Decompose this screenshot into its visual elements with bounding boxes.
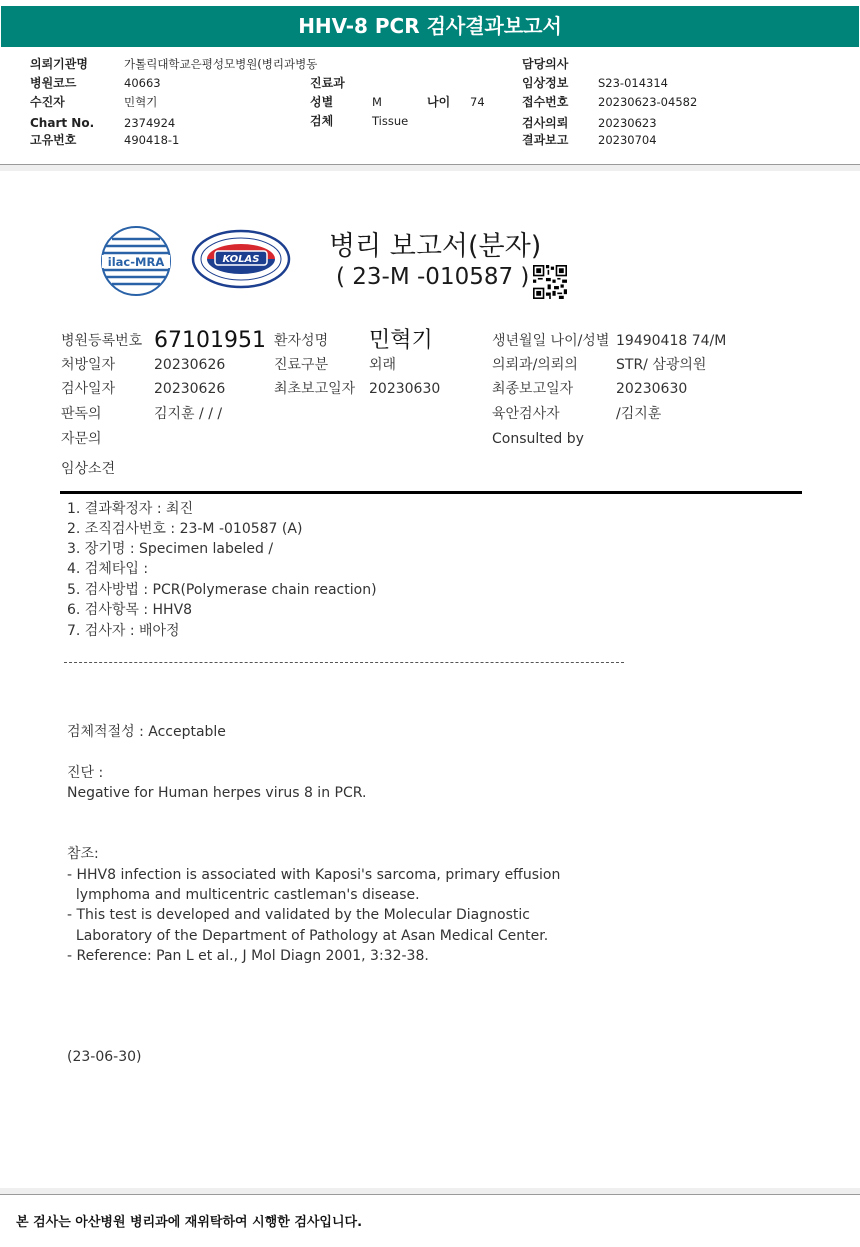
unique-value: 490418-1 bbox=[124, 133, 180, 147]
title-bar bbox=[0, 0, 860, 52]
patient-label: 수진자 bbox=[30, 95, 65, 109]
patient-value: 민혁기 bbox=[124, 95, 158, 109]
dept-label: 진료과 bbox=[310, 76, 345, 90]
institution-value: 가톨릭대학교은평성모병원(병리과병동 bbox=[124, 57, 318, 71]
reg-no-label: 병원등록번호 bbox=[61, 333, 143, 349]
birth-value: 19490418 74/M bbox=[616, 333, 727, 349]
chart-label: Chart No. bbox=[30, 116, 95, 130]
reader-value: 김지훈 / / / bbox=[154, 406, 223, 422]
rx-date-value: 20230626 bbox=[154, 357, 226, 373]
exam-date-value: 20230626 bbox=[154, 381, 226, 397]
clinical-info-label: 임상정보 bbox=[522, 76, 569, 90]
reference-label: 참조: bbox=[67, 846, 99, 862]
ilac-mra-logo bbox=[100, 225, 172, 297]
hospital-code-label: 병원코드 bbox=[30, 76, 77, 90]
item-5: 5. 검사방법 : PCR(Polymerase chain reaction) bbox=[67, 582, 377, 598]
request-label: 검사의뢰 bbox=[522, 116, 569, 130]
specimen-value: Tissue bbox=[372, 114, 409, 128]
referral-value: STR/ 삼광의원 bbox=[616, 357, 707, 373]
hospital-code-value: 40663 bbox=[124, 76, 161, 90]
result-value: 20230704 bbox=[598, 133, 657, 147]
clinical-findings-label: 임상소견 bbox=[61, 461, 116, 477]
item-4: 4. 검체타입 : bbox=[67, 561, 149, 577]
first-report-label: 최초보고일자 bbox=[274, 381, 356, 397]
item-3: 3. 장기명 : Specimen labeled / bbox=[67, 541, 274, 557]
clinical-info-value: S23-014314 bbox=[598, 76, 668, 90]
exam-date-label: 검사일자 bbox=[61, 381, 116, 397]
sex-value: M bbox=[372, 95, 382, 109]
reader-label: 판독의 bbox=[61, 406, 102, 422]
result-label: 결과보고 bbox=[522, 133, 569, 147]
final-report-label: 최종보고일자 bbox=[492, 381, 574, 397]
reference-line-1: - HHV8 infection is associated with Kaposi's sarcoma, primary effusion bbox=[67, 867, 561, 883]
request-value: 20230623 bbox=[598, 116, 657, 130]
age-value: 74 bbox=[470, 95, 485, 109]
patient-name-label: 환자성명 bbox=[274, 333, 329, 349]
kolas-logo bbox=[191, 229, 291, 289]
first-report-value: 20230630 bbox=[369, 381, 441, 397]
referral-label: 의뢰과/의뢰의 bbox=[492, 357, 578, 373]
qr-code-icon bbox=[533, 265, 567, 299]
header-band bbox=[0, 165, 860, 171]
visit-type-value: 외래 bbox=[369, 357, 397, 373]
reference-line-2: lymphoma and multicentric castleman's disease. bbox=[67, 887, 420, 903]
final-report-value: 20230630 bbox=[616, 381, 688, 397]
diagnosis-text: Negative for Human herpes virus 8 in PCR. bbox=[67, 785, 367, 801]
dashed-divider bbox=[64, 662, 624, 663]
receipt-value: 20230623-04582 bbox=[598, 95, 698, 109]
chart-value: 2374924 bbox=[124, 116, 176, 130]
page-title: HHV-8 PCR 검사결과보고서 bbox=[1, 6, 859, 47]
report-title: 병리 보고서(분자) bbox=[329, 231, 542, 262]
doctor-label: 담당의사 bbox=[522, 57, 569, 71]
item-6: 6. 검사항목 : HHV8 bbox=[67, 602, 193, 618]
unique-label: 고유번호 bbox=[30, 133, 77, 147]
footer-divider bbox=[0, 1194, 860, 1195]
item-1: 1. 결과확정자 : 최진 bbox=[67, 501, 194, 517]
reference-line-4: Laboratory of the Department of Pathology at Asan Medical Center. bbox=[67, 928, 549, 944]
report-date-note: (23-06-30) bbox=[67, 1049, 142, 1065]
item-2: 2. 조직검사번호 : 23-M -010587 (A) bbox=[67, 521, 303, 537]
birth-label: 생년월일 나이/성별 bbox=[492, 333, 610, 349]
diagnosis-label: 진단 : bbox=[67, 765, 104, 781]
rx-date-label: 처방일자 bbox=[61, 357, 116, 373]
ilac-mra-text: ilac-MRA bbox=[107, 255, 165, 269]
specimen-label: 검체 bbox=[310, 114, 334, 128]
item-7: 7. 검사자 : 배아정 bbox=[67, 623, 180, 639]
patient-name-value: 민혁기 bbox=[369, 328, 433, 353]
section-divider bbox=[60, 491, 802, 494]
report-number: ( 23-M -010587 ) bbox=[336, 264, 530, 290]
gross-exam-label: 육안검사자 bbox=[492, 406, 560, 422]
institution-label: 의뢰기관명 bbox=[30, 57, 88, 71]
gross-exam-value: /김지훈 bbox=[616, 406, 662, 422]
adequacy: 검체적절성 : Acceptable bbox=[67, 724, 226, 740]
kolas-text: KOLAS bbox=[222, 254, 260, 265]
consulted-by-label: Consulted by bbox=[492, 431, 584, 447]
reference-line-5: - Reference: Pan L et al., J Mol Diagn 2001, 3:32-38. bbox=[67, 948, 429, 964]
receipt-label: 접수번호 bbox=[522, 95, 569, 109]
sex-label: 성별 bbox=[310, 95, 334, 109]
reference-line-3: - This test is developed and validated by the Molecular Diagnostic bbox=[67, 907, 530, 923]
reg-no-value: 67101951 bbox=[154, 328, 266, 353]
visit-type-label: 진료구분 bbox=[274, 357, 329, 373]
consultant-label: 자문의 bbox=[61, 431, 102, 447]
footer-note: 본 검사는 아산병원 병리과에 재위탁하여 시행한 검사입니다. bbox=[16, 1215, 363, 1230]
age-label: 나이 bbox=[427, 95, 451, 109]
